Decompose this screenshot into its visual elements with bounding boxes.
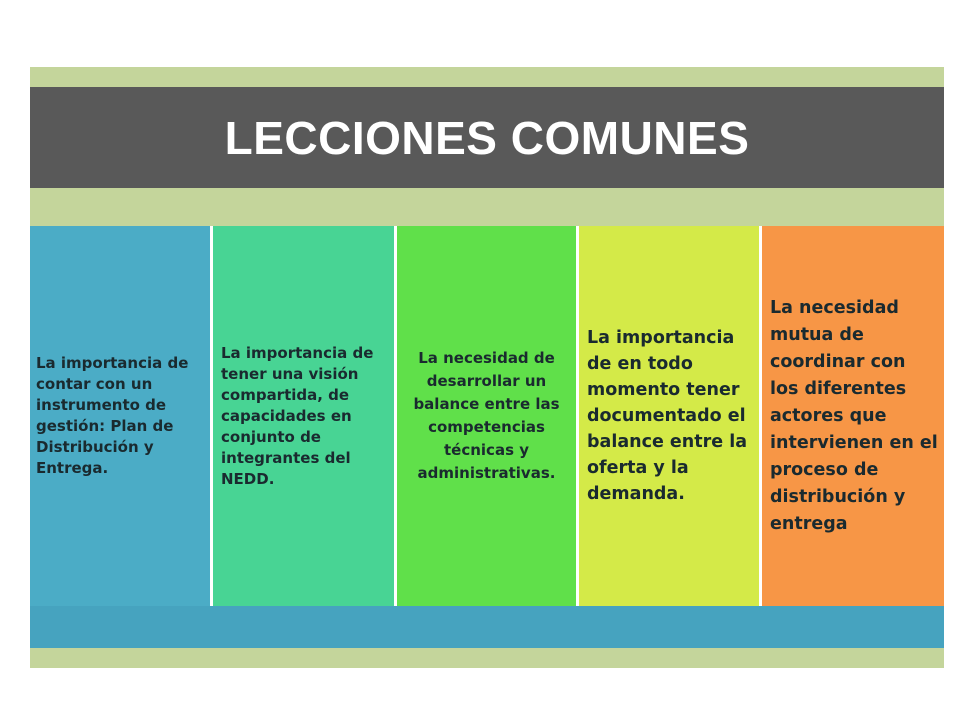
lesson-text-5: La necesidad mutua de coordinar con los diferentes actores que intervienen en el proceso de distribución y entrega	[770, 297, 938, 534]
lesson-box-1	[30, 226, 213, 606]
lesson-box-3	[397, 226, 579, 606]
bottom-band	[30, 606, 944, 648]
lesson-text-2: La importancia de tener una visión compartida, de capacidades en conjunto de integrantes del NEDD.	[221, 343, 374, 488]
title-bar	[30, 87, 944, 188]
lesson-text-3: La necesidad de desarrollar un balance entre las competencias técnicas y administrativas.	[413, 349, 560, 482]
slide-title: LECCIONES COMUNES	[224, 111, 750, 164]
lesson-text-1: La importancia de contar con un instrumento de gestión: Plan de Distribución y Entrega.	[36, 354, 189, 477]
lessons-row	[30, 226, 944, 606]
lesson-text-4: La importancia de en todo momento tener documentado el balance entre la oferta y la demanda.	[587, 328, 748, 504]
lesson-box-5	[762, 226, 944, 606]
lesson-box-4	[579, 226, 762, 606]
lesson-box-2	[213, 226, 397, 606]
